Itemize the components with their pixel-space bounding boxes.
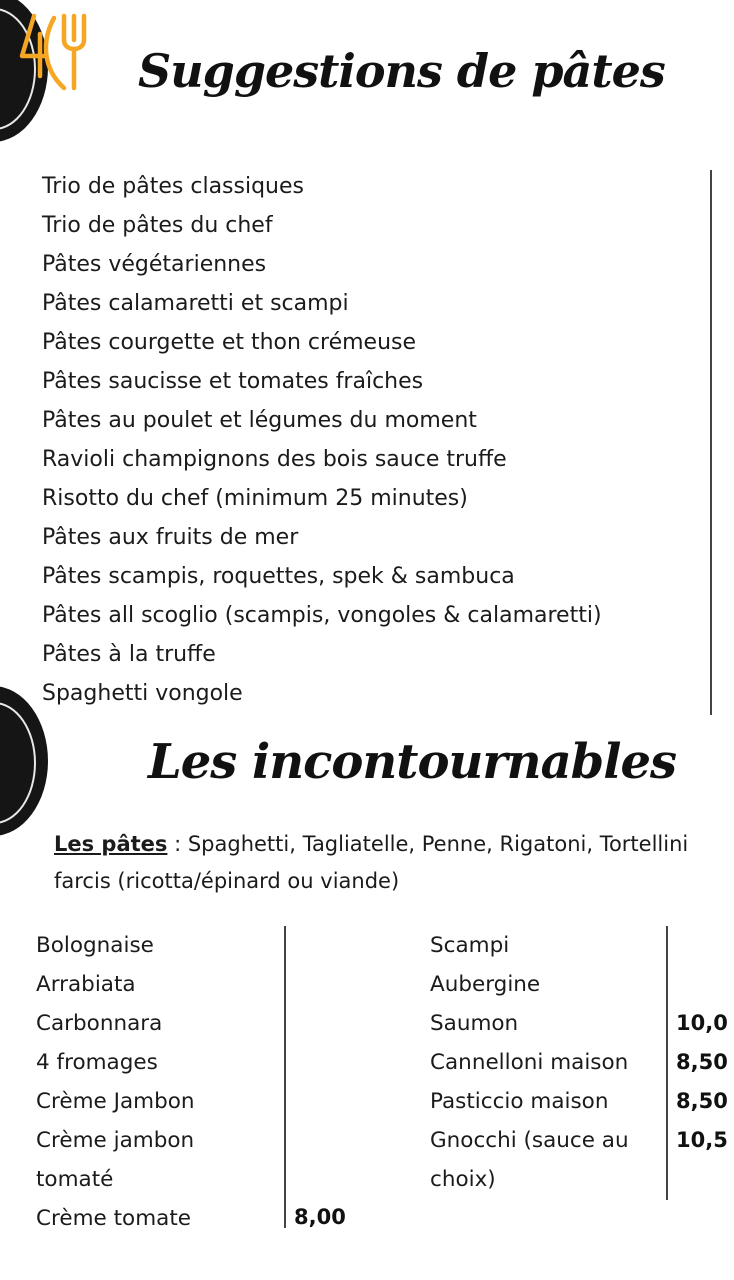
pasta-types-intro — [54, 826, 734, 900]
price: 8,50 — [676, 1089, 728, 1113]
list-item: Pâtes à la truffe — [42, 642, 216, 667]
fork-logo-icon — [14, 10, 90, 94]
list-item: Bolognaise — [36, 933, 154, 958]
list-item: Pâtes scampis, roquettes, spek & sambuca — [42, 564, 515, 589]
pasta-suggestions-list — [42, 169, 602, 715]
list-item: Risotto du chef (minimum 25 minutes) — [42, 486, 468, 511]
list-item: Pâtes courgette et thon crémeuse — [42, 330, 417, 355]
list-item: 4 fromages — [36, 1050, 158, 1075]
dish-list-right — [430, 926, 629, 1199]
column-divider — [666, 926, 668, 1200]
list-item: Scampi — [430, 933, 510, 958]
list-item: Pasticcio maison — [430, 1089, 609, 1114]
list-item: Pâtes aux fruits de mer — [42, 525, 299, 550]
intro-label: Les pâtes — [54, 832, 168, 856]
list-item: Pâtes saucisse et tomates fraîches — [42, 369, 424, 394]
logo-ring — [0, 702, 36, 824]
section-title-pasta-suggestions: Suggestions de pâtes — [138, 44, 665, 98]
list-item: Gnocchi (sauce au — [430, 1128, 629, 1153]
list-item: Pâtes au poulet et légumes du moment — [42, 408, 477, 433]
list-item: Pâtes all scoglio (scampis, vongoles & calamaretti) — [42, 603, 602, 628]
list-item: Cannelloni maison — [430, 1050, 629, 1075]
column-divider — [284, 926, 286, 1228]
list-item: Crème jambon — [36, 1128, 195, 1153]
list-item: Trio de pâtes classiques — [42, 174, 305, 199]
section-title-incontournables: Les incontournables — [148, 734, 677, 790]
list-item: tomaté — [36, 1167, 114, 1192]
price: 8,50 — [676, 1050, 728, 1074]
price: 10,0 — [676, 1011, 728, 1035]
list-item: Saumon — [430, 1011, 519, 1036]
list-item: Crème Jambon — [36, 1089, 195, 1114]
list-item: Pâtes calamaretti et scampi — [42, 291, 349, 316]
restaurant-logo — [0, 686, 48, 836]
column-divider — [710, 170, 712, 715]
list-item: Trio de pâtes du chef — [42, 213, 273, 238]
list-item: Arrabiata — [36, 972, 136, 997]
list-item: Carbonnara — [36, 1011, 163, 1036]
price: 10,5 — [676, 1128, 728, 1152]
list-item: Pâtes végétariennes — [42, 252, 267, 277]
list-item: choix) — [430, 1167, 496, 1192]
intro-text: : Spaghetti, Tagliatelle, Penne, Rigatoni, Tortellini — [167, 832, 689, 856]
list-item: Crème tomate — [36, 1206, 191, 1231]
list-item: Aubergine — [430, 972, 541, 997]
sauce-list-left — [36, 926, 195, 1238]
price: 8,00 — [294, 1205, 346, 1229]
list-item: Ravioli champignons des bois sauce truffe — [42, 447, 507, 472]
list-item: Spaghetti vongole — [42, 681, 243, 706]
intro-text-line2: farcis (ricotta/épinard ou viande) — [54, 869, 400, 893]
